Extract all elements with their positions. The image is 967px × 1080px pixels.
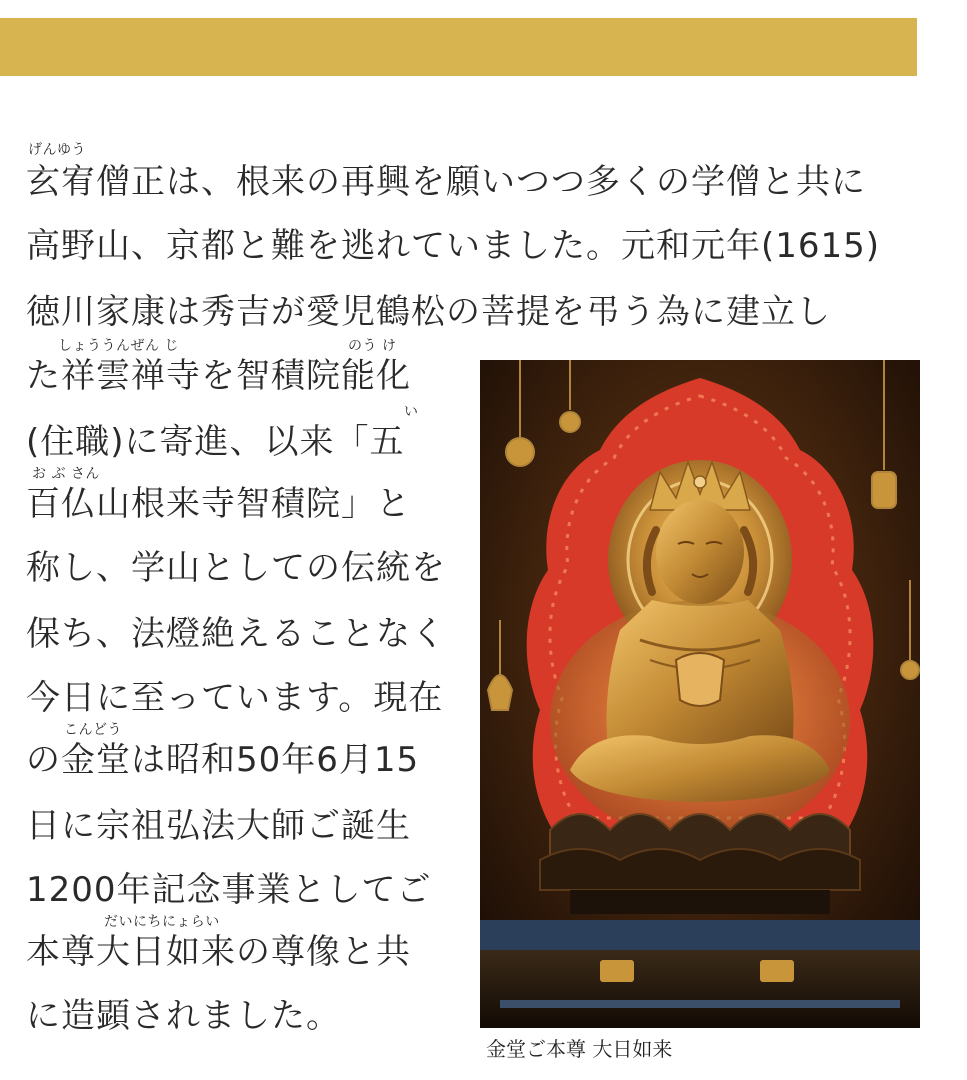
text-line-13: 本尊大日如来の尊像と共 bbox=[26, 932, 411, 972]
seated-buddha-statue-icon bbox=[480, 360, 920, 1028]
ruby-i: い bbox=[404, 404, 419, 420]
ruby-obusan: お ぶ さん bbox=[32, 466, 100, 482]
photo-caption: 金堂ご本尊 大日如来 bbox=[486, 1037, 673, 1061]
text-line-3: 徳川家康は秀吉が愛児鶴松の菩提を弔う為に建立し bbox=[26, 292, 831, 332]
ruby-noke: のう け bbox=[348, 338, 397, 354]
ruby-genyu: げんゆう bbox=[28, 142, 86, 158]
text-line-8: 保ち、法燈絶えることなく bbox=[26, 614, 446, 654]
text-line-11: 日に宗祖弘法大師ご誕生 bbox=[26, 806, 411, 846]
ruby-dainichi-nyorai: だいにちにょらい bbox=[104, 914, 220, 930]
buddha-head bbox=[656, 500, 744, 604]
text-line-1: 玄宥僧正は、根来の再興を願いつつ多くの学僧と共に bbox=[26, 162, 866, 202]
lotus-pedestal bbox=[540, 814, 860, 914]
text-line-10: の金堂は昭和50年6月15 bbox=[26, 740, 420, 780]
text-line-2: 高野山、京都と難を逃れていました。元和元年(1615) bbox=[26, 226, 881, 266]
ruby-kondo: こんどう bbox=[64, 722, 122, 738]
buddha-legs bbox=[570, 735, 830, 802]
header-band bbox=[0, 18, 917, 76]
main-image-photo bbox=[480, 360, 920, 1028]
buddha-hands bbox=[676, 653, 724, 706]
text-line-4: た祥雲禅寺を智積院能化 bbox=[26, 356, 411, 396]
ruby-shoun-zenji: しょううんぜん じ bbox=[58, 338, 179, 354]
text-line-6: 百仏山根来寺智積院」と bbox=[26, 484, 411, 524]
altar-base bbox=[480, 920, 920, 1028]
text-line-5: (住職)に寄進、以来「五 bbox=[26, 422, 405, 462]
text-line-9: 今日に至っています。現在 bbox=[26, 678, 444, 718]
text-line-7: 称し、学山としての伝統を bbox=[26, 548, 446, 588]
text-line-12: 1200年記念事業としてご bbox=[26, 870, 432, 910]
text-line-14: に造顕されました。 bbox=[26, 996, 341, 1036]
